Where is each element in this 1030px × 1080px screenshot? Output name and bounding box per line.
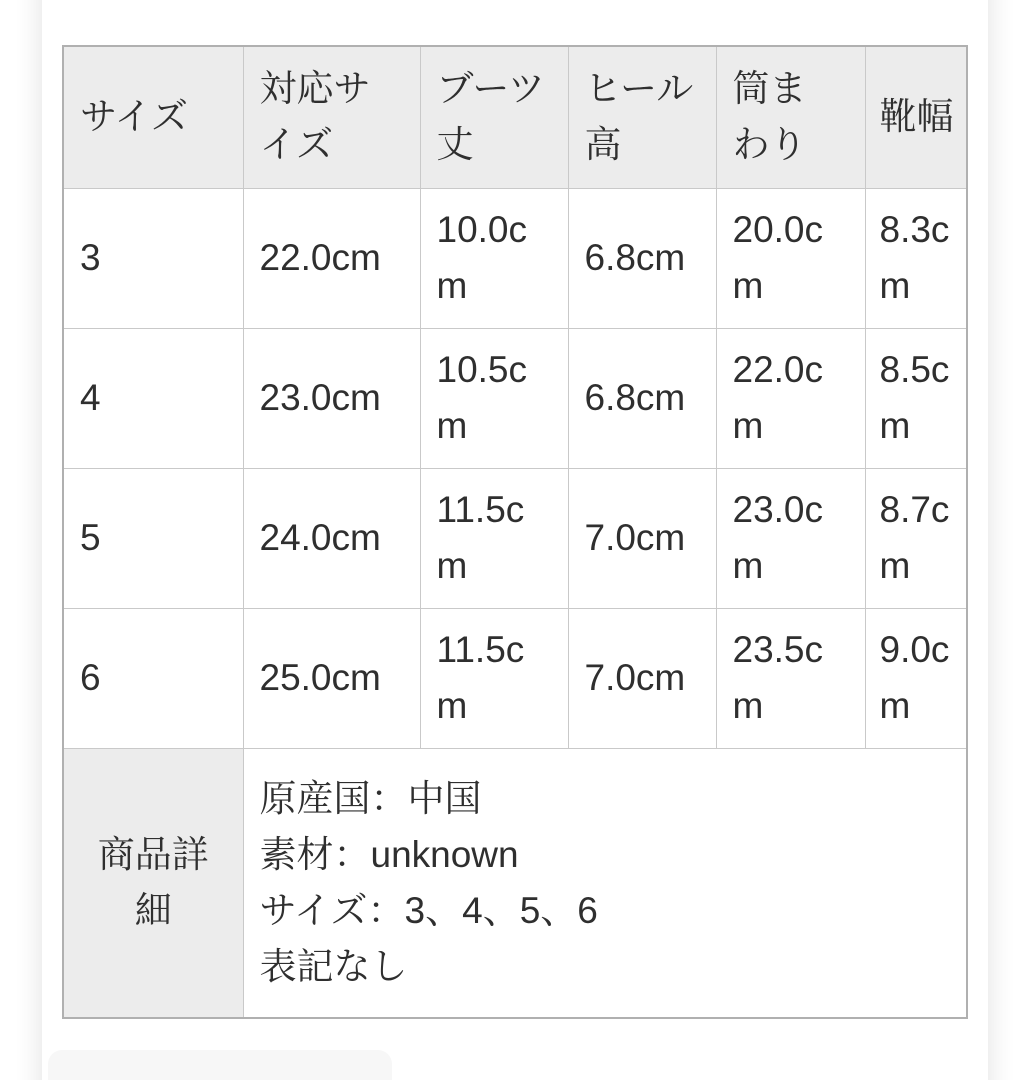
detail-line-origin: 原産国：中国 xyxy=(259,777,482,819)
product-detail-body xyxy=(243,748,967,1018)
cell-heel-height: 7.0cm xyxy=(568,608,716,748)
table-row xyxy=(63,468,967,608)
col-header-boot-length: ブーツ丈 xyxy=(420,46,568,188)
detail-line-material: 素材：unknown xyxy=(259,833,519,875)
product-detail-row xyxy=(63,748,967,1018)
cell-fit-size: 25.0cm xyxy=(243,608,420,748)
content-column xyxy=(42,0,988,1080)
header-row xyxy=(63,46,967,188)
col-header-shaft-girth: 筒まわり xyxy=(716,46,865,188)
cell-size: 3 xyxy=(63,188,243,328)
cell-size: 4 xyxy=(63,328,243,468)
cell-shoe-width: 8.3cm xyxy=(865,188,967,328)
size-spec-table xyxy=(62,45,968,1019)
cell-shaft-girth: 23.0cm xyxy=(716,468,865,608)
detail-line-notation: 表記なし xyxy=(259,945,408,987)
cell-shoe-width: 8.7cm xyxy=(865,468,967,608)
col-header-size: サイズ xyxy=(63,46,243,188)
cell-fit-size: 22.0cm xyxy=(243,188,420,328)
cell-boot-length: 11.5cm xyxy=(420,468,568,608)
cell-shaft-girth: 20.0cm xyxy=(716,188,865,328)
cell-boot-length: 10.0cm xyxy=(420,188,568,328)
cell-shoe-width: 8.5cm xyxy=(865,328,967,468)
table-row xyxy=(63,328,967,468)
cell-fit-size: 24.0cm xyxy=(243,468,420,608)
cell-fit-size: 23.0cm xyxy=(243,328,420,468)
col-header-heel-height: ヒール高 xyxy=(568,46,716,188)
cell-size: 5 xyxy=(63,468,243,608)
cell-heel-height: 6.8cm xyxy=(568,188,716,328)
col-header-fit-size: 対応サイズ xyxy=(243,46,420,188)
col-header-shoe-width: 靴幅 xyxy=(865,46,967,188)
product-detail-label: 商品詳細 xyxy=(63,748,243,1018)
cell-shoe-width: 9.0cm xyxy=(865,608,967,748)
cell-heel-height: 7.0cm xyxy=(568,468,716,608)
cell-size: 6 xyxy=(63,608,243,748)
detail-line-sizes: サイズ：3、4、5、6 xyxy=(259,889,598,931)
table-row xyxy=(63,608,967,748)
cell-heel-height: 6.8cm xyxy=(568,328,716,468)
cell-boot-length: 11.5cm xyxy=(420,608,568,748)
partial-element-below xyxy=(48,1050,392,1080)
cell-shaft-girth: 23.5cm xyxy=(716,608,865,748)
cell-shaft-girth: 22.0cm xyxy=(716,328,865,468)
cell-boot-length: 10.5cm xyxy=(420,328,568,468)
table-row xyxy=(63,188,967,328)
